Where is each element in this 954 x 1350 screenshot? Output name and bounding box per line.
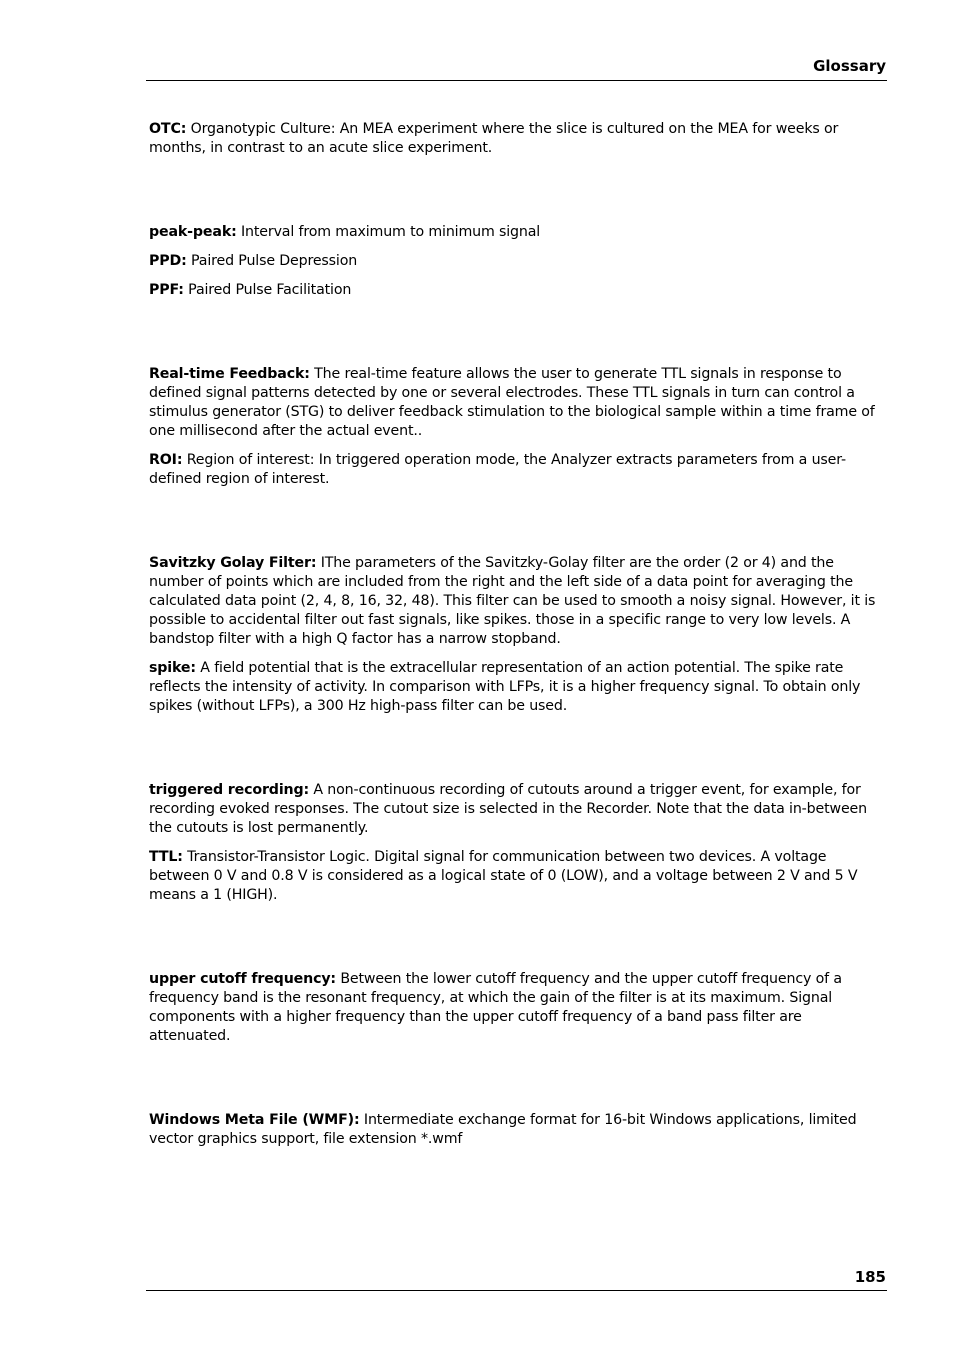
header-rule: [146, 80, 887, 81]
glossary-term: spike:: [149, 660, 196, 676]
glossary-group-o: [149, 120, 885, 223]
glossary-definition: Paired Pulse Facilitation: [188, 282, 352, 298]
glossary-group-t: [149, 781, 885, 970]
glossary-definition: Transistor-Transistor Logic. Digital signal for communication between two devices. A voltage between 0 V and 0.8 V is considered as a logical state of 0 (LOW), and a voltage between 2 V and 5 V means a 1 (HIGH).: [149, 849, 858, 903]
glossary-term: PPF:: [149, 282, 184, 298]
glossary-term: Savitzky Golay Filter:: [149, 555, 317, 571]
glossary-entry-roi: [149, 451, 885, 489]
glossary-definition: A non-continuous recording of cutouts around a trigger event, for example, for recording evoked responses. The cutout size is selected in the Recorder. Note that the data in-between the cutouts is lost permanently.: [149, 782, 867, 836]
glossary-term: TTL:: [149, 849, 183, 865]
glossary-entry-spike: [149, 659, 885, 716]
glossary-definition: IThe parameters of the Savitzky-Golay filter are the order (2 or 4) and the number of points which are included from the right and the left side of a data point for averaging the calculated data point (2, 4, 8, 16, 32, 48). This filter can be used to smooth a noisy signal. However, it is possible to accidental filter out fast signals, like spikes. those in a specific range to very low levels. A bandstop filter with a high Q factor has a narrow stopband.: [149, 555, 876, 647]
glossary-group-w: [149, 1111, 885, 1171]
page-header-title: Glossary: [813, 57, 886, 75]
glossary-term: upper cutoff frequency:: [149, 971, 336, 987]
glossary-content: [149, 120, 885, 1171]
glossary-term: OTC:: [149, 121, 187, 137]
glossary-entry-real-time-feedback: [149, 365, 885, 441]
glossary-entry-windows-meta-file: [149, 1111, 885, 1149]
glossary-definition: Organotypic Culture: An MEA experiment where the slice is cultured on the MEA for weeks or months, in contrast to an acute slice experiment.: [149, 121, 839, 156]
glossary-term: ROI:: [149, 452, 183, 468]
glossary-entry-upper-cutoff-frequency: [149, 970, 885, 1046]
glossary-definition: A field potential that is the extracellular representation of an action potential. The spike rate reflects the intensity of activity. In comparison with LFPs, it is a higher frequency signal. To obtain only spikes (without LFPs), a 300 Hz high-pass filter can be used.: [149, 660, 861, 714]
glossary-term: triggered recording:: [149, 782, 310, 798]
glossary-entry-ttl: [149, 848, 885, 905]
glossary-group-r: [149, 365, 885, 554]
glossary-entry-otc: [149, 120, 885, 158]
glossary-entry-peak-peak: [149, 223, 885, 242]
glossary-entry-savitzky-golay-filter: [149, 554, 885, 649]
glossary-term: peak-peak:: [149, 224, 237, 240]
glossary-group-u: [149, 970, 885, 1111]
glossary-definition: Interval from maximum to minimum signal: [241, 224, 541, 240]
page-number: 185: [854, 1268, 886, 1286]
footer-rule: [146, 1290, 887, 1291]
glossary-definition: Region of interest: In triggered operation mode, the Analyzer extracts parameters from a user-defined region of interest.: [149, 452, 846, 487]
glossary-definition: The real-time feature allows the user to generate TTL signals in response to defined signal patterns detected by one or several electrodes. These TTL signals in turn can control a stimulus generator (STG) to deliver feedback stimulation to the biological sample within a time frame of one millisecond after the actual event..: [149, 366, 875, 439]
glossary-entry-ppd: [149, 252, 885, 271]
glossary-term: Real-time Feedback:: [149, 366, 310, 382]
glossary-term: Windows Meta File (WMF):: [149, 1112, 360, 1128]
glossary-term: PPD:: [149, 253, 187, 269]
glossary-entry-ppf: [149, 281, 885, 300]
glossary-group-p: [149, 223, 885, 365]
glossary-definition: Paired Pulse Depression: [191, 253, 358, 269]
glossary-definition: Between the lower cutoff frequency and the upper cutoff frequency of a frequency band is the resonant frequency, at which the gain of the filter is at its maximum. Signal components with a higher frequency than the upper cutoff frequency of a band pass filter are attenuated.: [149, 971, 842, 1044]
glossary-entry-triggered-recording: [149, 781, 885, 838]
glossary-group-s: [149, 554, 885, 781]
glossary-definition: Intermediate exchange format for 16-bit Windows applications, limited vector graphics support, file extension *.wmf: [149, 1112, 857, 1147]
